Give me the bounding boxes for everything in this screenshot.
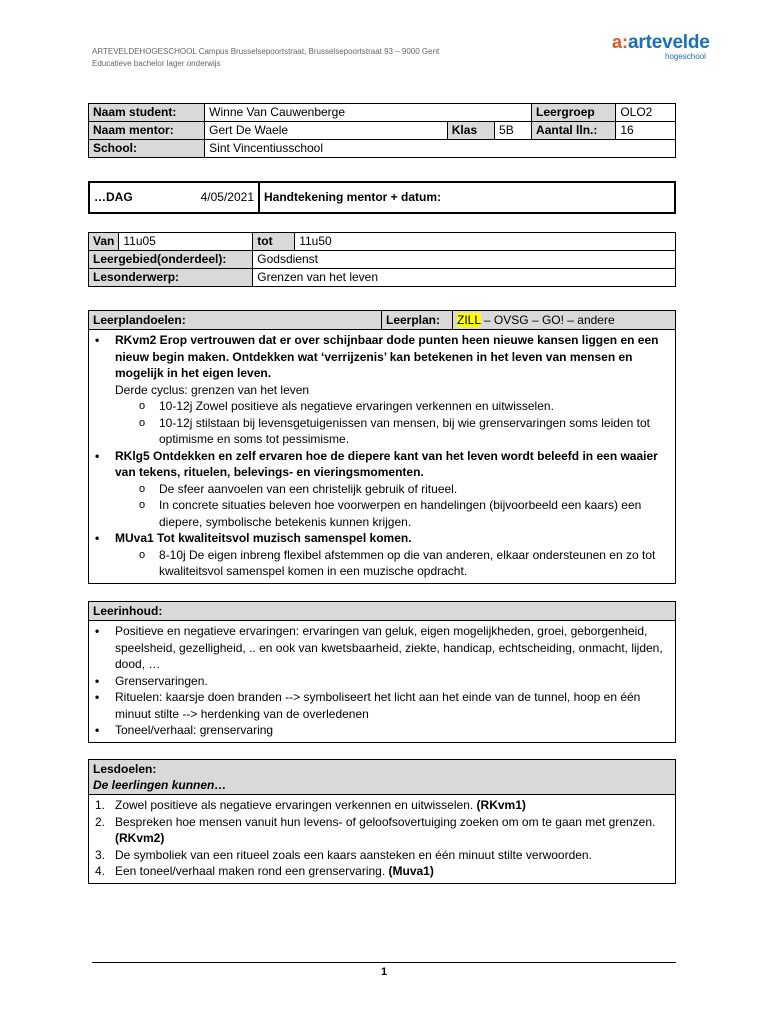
lesdoelen-header (89, 760, 675, 795)
footer-divider (92, 962, 676, 963)
list-item (93, 814, 671, 847)
item-text: Zowel positieve als negatieve ervaringen verkennen en uitwisselen. (115, 798, 477, 812)
leerplan-value (453, 311, 619, 329)
item-text: De symboliek van een ritueel zoals een kaars aansteken en één minuut stilte verwoorden. (115, 847, 592, 862)
list-item: o 8-10j De eigen inbreng flexibel afstemmen op die van anderen, elkaar ondersteunen en zo tot kwaliteitsvol samenspel komen in een muzische opdracht. (137, 547, 671, 580)
item-text: Bespreken hoe mensen vanuit hun levens- of geloofsovertuiging zoeken om om te gaan met grenzen. (115, 814, 656, 829)
list-item (93, 847, 671, 864)
list-item: • Positieve en negatieve ervaringen: ervaringen van geluk, eigen mogelijkheden, groei, geborgenheid, speelsheid, gezelligheid, .. en ook van kwetsbaarheid, ziekte, handicap, echtscheiding, onmacht, lijden, dood, … (93, 623, 671, 673)
list-item: o 10-12j Zowel positieve als negatieve ervaringen verkennen en uitwisselen. (137, 398, 671, 415)
van-label: Van (89, 233, 119, 251)
lesdoelen-list (89, 795, 675, 883)
lesdoelen-subtitle: De leerlingen kunnen… (93, 778, 227, 792)
item-number: 4. (95, 864, 106, 878)
student-label: Naam student: (89, 104, 205, 122)
student-value: Winne Van Cauwenberge (205, 104, 532, 122)
item-number: 3. (95, 847, 106, 862)
item-number: 2. (95, 814, 106, 829)
list-item: o 10-12j stilstaan bij levensgetuigenissen van mensen, bij wie grenservaringen soms leiden tot optimisme en soms tot pessimisme. (137, 415, 671, 448)
list-item (93, 332, 671, 448)
leergebied-value: Godsdienst (253, 251, 676, 269)
lln-label: Aantal lln.: (532, 122, 616, 140)
list-item (93, 448, 671, 531)
lesdoelen-title: Lesdoelen: (93, 762, 157, 776)
doel-muva1: MUva1 Tot kwaliteitsvol muzisch samenspel komen. (115, 531, 412, 545)
list-item: • Rituelen: kaarsje doen branden --> symboliseert het licht aan het einde van de tunnel, hoop en één minuut stilte --> herdenking van de overledenen (93, 689, 671, 722)
klas-label: Klas (447, 122, 494, 140)
list-item: o In concrete situaties beleven hoe voorwerpen en handelingen (bijvoorbeeld een kaars) een diepere, symbolische betekenis kunnen krijgen. (137, 497, 671, 530)
leerplandoelen-title: Leerplandoelen: (89, 311, 382, 329)
item-number: 1. (95, 798, 106, 812)
tot-label: tot (253, 233, 295, 251)
leergroep-label: Leergroep (532, 104, 616, 122)
leerinhoud-section (88, 601, 676, 743)
school-address: ARTEVELDEHOGESCHOOL Campus Brusselsepoortstraat, Brusselsepoortstraat 93 – 9000 Gent (92, 47, 440, 56)
zill-highlight: ZILL (457, 313, 481, 327)
van-value: 11u05 (119, 233, 253, 251)
item-code: (Muva1) (388, 864, 434, 878)
lesdoelen-section (88, 759, 676, 884)
list-item (93, 863, 671, 880)
leergebied-label: Leergebied(onderdeel): (89, 251, 253, 269)
day-label: …DAG (94, 190, 133, 204)
leerplandoelen-list (89, 330, 675, 583)
logo-sub: hogeschool (665, 52, 706, 61)
day-date: 4/05/2021 (200, 190, 254, 204)
lesson-time-table (88, 232, 676, 287)
day-cell (89, 182, 259, 213)
page-number: 1 (380, 966, 388, 978)
mentor-signature: Handtekening mentor + datum: (264, 190, 442, 204)
mentor-label: Naam mentor: (89, 122, 205, 140)
leerplan-label: Leerplan: (382, 311, 453, 329)
program-name: Educatieve bachelor lager onderwijs (92, 59, 221, 68)
leerplandoelen-section (88, 310, 676, 584)
list-item: o De sfeer aanvoelen van een christelijk gebruik of ritueel. (137, 481, 671, 498)
leerinhoud-list (89, 621, 675, 742)
mentor-value: Gert De Waele (205, 122, 448, 140)
tot-value: 11u50 (295, 233, 676, 251)
lesonderwerp-value: Grenzen van het leven (253, 269, 676, 287)
item-text: Een toneel/verhaal maken rond een grenservaring. (115, 864, 389, 878)
student-info-table (88, 103, 676, 158)
item-code: (RKvm1) (476, 798, 526, 812)
cyclus-label: Derde cyclus: grenzen van het leven (115, 382, 310, 397)
doel-rklg5: RKlg5 Ontdekken en zelf ervaren hoe de diepere kant van het leven wordt beleefd in een waaier van tekens, rituelen, belevings- en vieringsmomenten. (115, 448, 658, 479)
doel-rkvm2: RKvm2 Erop vertrouwen dat er over schijnbaar dode punten heen nieuwe kansen liggen en een nieuw begin maken. Ontdekken wat ‘verrijzenis’ kan betekenen in het leven van mensen en mogelijk in het eigen leven. (115, 333, 659, 380)
lesonderwerp-label: Lesonderwerp: (89, 269, 253, 287)
klas-value: 5B (495, 122, 532, 140)
list-item (93, 797, 671, 814)
day-table (88, 181, 676, 214)
lln-value: 16 (616, 122, 676, 140)
school-label: School: (89, 140, 205, 158)
leerplan-others: – OVSG – GO! – andere (480, 313, 615, 327)
list-item (93, 530, 671, 580)
artevelde-logo (612, 32, 710, 61)
item-code: (RKvm2) (115, 831, 165, 845)
logo-word: artevelde (628, 32, 710, 53)
school-value: Sint Vincentiusschool (205, 140, 676, 158)
list-item: • Grenservaringen. (93, 673, 671, 690)
list-item: • Toneel/verhaal: grenservaring (93, 722, 671, 739)
leerinhoud-title: Leerinhoud: (89, 602, 675, 621)
logo-mark: a: (612, 32, 629, 52)
document-header (92, 46, 439, 70)
leergroep-value: OLO2 (616, 104, 676, 122)
